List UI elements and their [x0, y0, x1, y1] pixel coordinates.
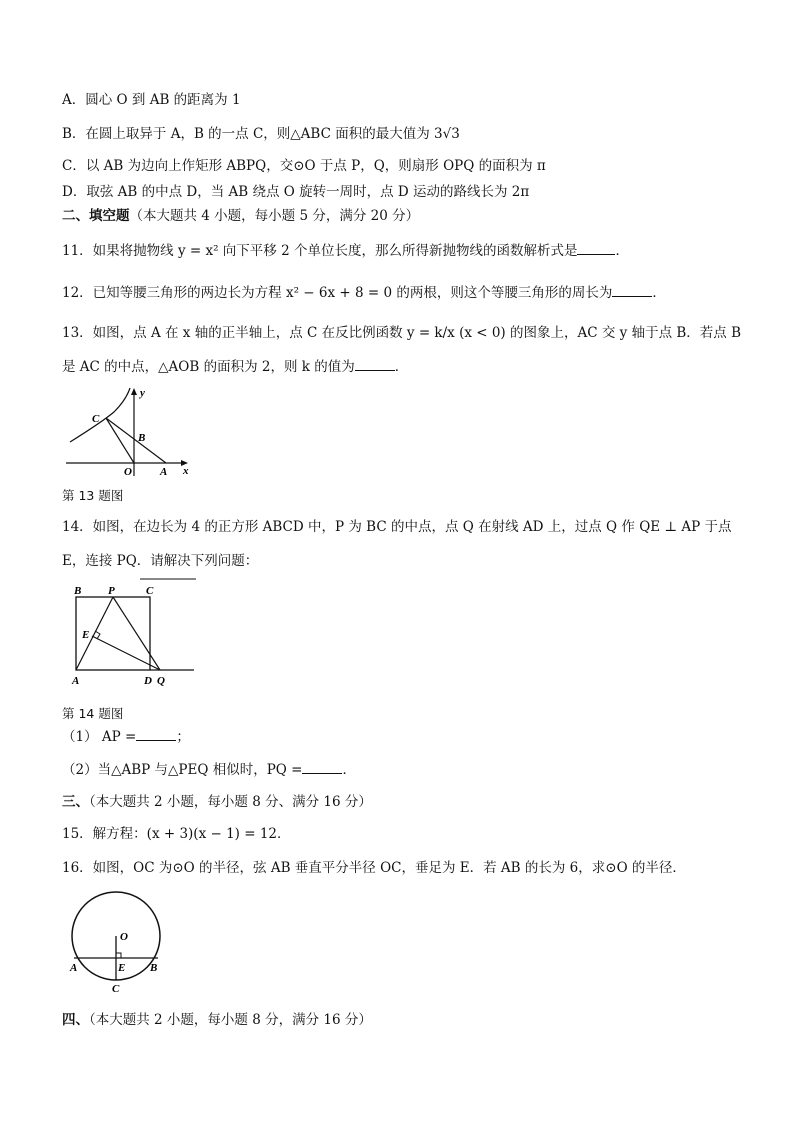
label-x: x — [183, 465, 189, 477]
segment-ca — [106, 418, 166, 463]
figure-14-caption: 第 14 题图 — [62, 706, 124, 721]
label-q: Q — [157, 675, 165, 687]
section-2-heading — [62, 206, 419, 226]
option-b: B．在圆上取异于 A，B 的一点 C，则△ABC 面积的最大值为 3√3 — [62, 126, 460, 142]
option-d: D．取弦 AB 的中点 D，当 AB 绕点 O 旋转一周时，点 D 运动的路线长为 2π — [62, 184, 530, 200]
question-13-text: 是 AC 的中点，△AOB 的面积为 2，则 k 的值为 — [62, 359, 355, 375]
label-o: O — [124, 466, 132, 478]
answer-blank-12[interactable] — [612, 282, 652, 297]
label-a: A — [72, 675, 80, 687]
section-4-heading — [62, 1010, 372, 1030]
figure-14 — [62, 574, 198, 696]
label-a: A — [160, 466, 168, 478]
answer-blank-13[interactable] — [355, 356, 395, 371]
section-4-info: （本大题共 2 小题，每小题 8 分，满分 16 分） — [89, 1012, 372, 1028]
section-3-title: 三、 — [62, 794, 89, 810]
label-b: B — [74, 585, 82, 597]
label-b: B — [138, 432, 146, 444]
question-13-line2 — [62, 356, 408, 377]
segment-pq — [113, 597, 160, 670]
section-3-heading — [62, 792, 372, 812]
answer-blank-14-1[interactable] — [136, 726, 176, 741]
label-o: O — [120, 931, 128, 943]
question-13-end: ． — [394, 359, 409, 375]
question-14-part1-text: （1） AP = — [62, 729, 137, 745]
question-14-line2: E，连接 PQ．请解决下列问题： — [62, 553, 259, 569]
option-a: A．圆心 O 到 AB 的距离为 1 — [62, 92, 241, 108]
label-p: P — [108, 585, 115, 597]
figure-13-caption: 第 13 题图 — [62, 488, 124, 503]
label-d: D — [144, 675, 152, 687]
question-11 — [62, 240, 629, 261]
question-16: 16．如图，OC 为⊙O 的半径，弦 AB 垂直平分半径 OC，垂足为 E．若 AB 的长为 6，求⊙O 的半径． — [62, 860, 686, 876]
question-12-end: ． — [652, 285, 666, 301]
answer-blank-14-2[interactable] — [302, 759, 342, 774]
figure-13 — [62, 384, 198, 480]
y-axis-arrow — [131, 388, 137, 395]
hyperbola-curve — [70, 388, 130, 442]
label-y: y — [140, 387, 145, 399]
question-14-part2 — [62, 759, 356, 780]
label-e: E — [82, 629, 90, 641]
question-12-text: 12．已知等腰三角形的两边长为方程 x² − 6x + 8 = 0 的两根，则这个等腰三角形的周长为 — [62, 285, 613, 301]
figure-16 — [62, 878, 172, 998]
label-e: E — [118, 962, 126, 974]
label-a: A — [70, 962, 78, 974]
question-14-part2-text: （2）当△ABP 与△PEQ 相似时，PQ = — [62, 762, 303, 778]
section-3-info: （本大题共 2 小题，每小题 8 分、满分 16 分） — [89, 794, 372, 810]
label-c: C — [146, 585, 154, 597]
question-11-text: 11．如果将抛物线 y = x² 向下平移 2 个单位长度，那么所得新抛物线的函数解析式是 — [62, 243, 578, 259]
question-14-part1-end: ； — [176, 729, 190, 745]
question-15: 15．解方程：(x + 3)(x − 1) = 12． — [62, 826, 291, 842]
section-2-title: 二、填空题 — [62, 208, 130, 224]
option-c: C．以 AB 为边向上作矩形 ABPQ，交⊙O 于点 P，Q，则扇形 OPQ 的面积为 π — [62, 158, 546, 174]
question-12 — [62, 282, 666, 303]
label-c: C — [112, 983, 120, 995]
question-14-part2-end: ． — [342, 762, 356, 778]
segment-co — [106, 418, 134, 463]
question-14-part1 — [62, 726, 190, 747]
section-4-title: 四、 — [62, 1012, 89, 1028]
answer-blank-11[interactable] — [577, 240, 615, 255]
question-13-line1: 13．如图，点 A 在 x 轴的正半轴上，点 C 在反比例函数 y = k/x (x < 0) 的图象上，AC 交 y 轴于点 B．若点 B — [62, 325, 741, 341]
question-14-line1: 14．如图，在边长为 4 的正方形 ABCD 中，P 为 BC 的中点，点 Q 在射线 AD 上，过点 Q 作 QE ⊥ AP 于点 — [62, 519, 732, 535]
label-b: B — [150, 962, 158, 974]
question-11-end: ． — [615, 243, 629, 259]
right-angle-mark — [116, 953, 121, 958]
section-2-info: （本大题共 4 小题，每小题 5 分，满分 20 分） — [129, 208, 420, 224]
label-c: C — [92, 413, 100, 425]
